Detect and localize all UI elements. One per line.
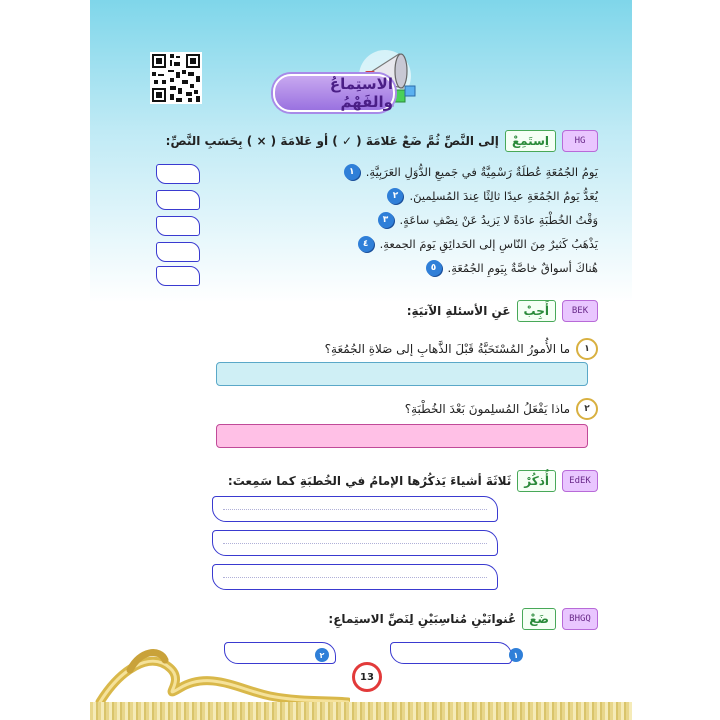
answer-box[interactable] bbox=[156, 242, 200, 262]
statements-list bbox=[178, 162, 598, 292]
answer-field-1[interactable] bbox=[216, 362, 588, 386]
audio-badge[interactable]: HG bbox=[562, 130, 598, 152]
question-number: ٢ bbox=[576, 398, 598, 420]
gold-ribbon-decoration bbox=[90, 630, 350, 710]
statement-number: ٣ bbox=[378, 212, 394, 228]
answer-line[interactable] bbox=[212, 564, 498, 590]
statement-item bbox=[426, 260, 598, 276]
statement-text: يَومُ الجُمُعَةِ عُطلَةٌ رَسْمِيَّةٌ في جَميعِ الدُّوَلِ العَرَبِيَّةِ. bbox=[365, 165, 598, 179]
question-number: ١ bbox=[576, 338, 598, 360]
lesson-title bbox=[273, 74, 395, 112]
statement-text: يَذْهَبُ كَثيرٌ مِنَ النّاسِ إلى الحَدائِقِ يَومَ الجمعةِ. bbox=[379, 237, 598, 251]
audio-badge[interactable]: EdEK bbox=[562, 470, 598, 492]
lesson-title-text: الاستِماعُ والفَهْمُ bbox=[329, 75, 393, 111]
question-row bbox=[325, 338, 598, 360]
answer-box[interactable] bbox=[156, 164, 200, 184]
section-mention-header bbox=[228, 470, 598, 492]
statement-item bbox=[387, 188, 598, 204]
statement-number: ٥ bbox=[426, 260, 442, 276]
titles-instruction: عُنوانَيْنِ مُناسِبَيْنِ لِنَصِّ الاستِماعِ: bbox=[328, 612, 517, 626]
statement-text: وَقْتُ الخُطْبَةِ عادَةً لا يَزيدُ عَنْ نِصْفِ ساعَةٍ. bbox=[399, 213, 598, 227]
answer-verb: أَجِبْ bbox=[517, 300, 556, 322]
statement-number: ١ bbox=[344, 164, 360, 180]
answer-box[interactable] bbox=[156, 216, 200, 236]
statement-text: يُعَدُّ يَومُ الجُمُعَةِ عيدًا ثالِثًا عِندَ المُسلِمينَ. bbox=[409, 189, 598, 203]
lesson-title-banner bbox=[273, 42, 423, 112]
answer-box[interactable] bbox=[156, 190, 200, 210]
title-answer-box-1[interactable] bbox=[390, 642, 512, 664]
answer-line[interactable] bbox=[212, 530, 498, 556]
answer-instruction: عَنِ الأسئلةِ الآتيَةِ: bbox=[406, 304, 511, 318]
answer-box[interactable] bbox=[156, 266, 200, 286]
section-titles-header bbox=[328, 608, 598, 630]
title-number: ٢ bbox=[315, 648, 329, 662]
statement-item bbox=[344, 164, 598, 180]
gold-border-band bbox=[90, 702, 632, 720]
section-answer-header bbox=[407, 300, 598, 322]
question-row bbox=[405, 398, 598, 420]
audio-badge[interactable]: BEK bbox=[562, 300, 598, 322]
question-text: ماذا يَفْعَلُ المُسلِمونَ بَعْدَ الخُطْبَةِ؟ bbox=[404, 402, 570, 416]
statement-item bbox=[358, 236, 598, 252]
listen-instruction: إلى النَّصِّ ثُمَّ ضَعْ عَلامَةَ ( ✓ ) أو عَلامَةَ ( × ) بِحَسَبِ النَّصِّ: bbox=[165, 134, 499, 148]
answer-line[interactable] bbox=[212, 496, 498, 522]
statement-text: هُناكَ أسواقٌ خاصَّةٌ بِيَومِ الجُمُعَةِ. bbox=[447, 261, 598, 275]
audio-badge[interactable]: BHGQ bbox=[562, 608, 598, 630]
mention-instruction: ثَلاثَةَ أشياءَ يَذكُرُها الإمامُ في الخُطبَةِ كما سَمِعتَ: bbox=[227, 474, 512, 488]
statement-number: ٢ bbox=[387, 188, 403, 204]
qr-code[interactable] bbox=[150, 52, 202, 104]
page-number: 13 bbox=[352, 662, 382, 692]
workbook-page bbox=[90, 0, 632, 720]
statement-number: ٤ bbox=[358, 236, 374, 252]
title-number: ١ bbox=[509, 648, 523, 662]
listen-verb: اِستَمِعْ bbox=[505, 130, 556, 152]
answer-field-2[interactable] bbox=[216, 424, 588, 448]
titles-verb: ضَعْ bbox=[522, 608, 556, 630]
section-listen-header bbox=[166, 130, 598, 152]
statement-item bbox=[378, 212, 599, 228]
question-text: ما الأُمورُ المُسْتَحَبَّةُ قَبْلَ الذَّهابِ إلى صَلاةِ الجُمُعَةِ؟ bbox=[324, 342, 570, 356]
mention-verb: أُذكُرْ bbox=[517, 470, 556, 492]
